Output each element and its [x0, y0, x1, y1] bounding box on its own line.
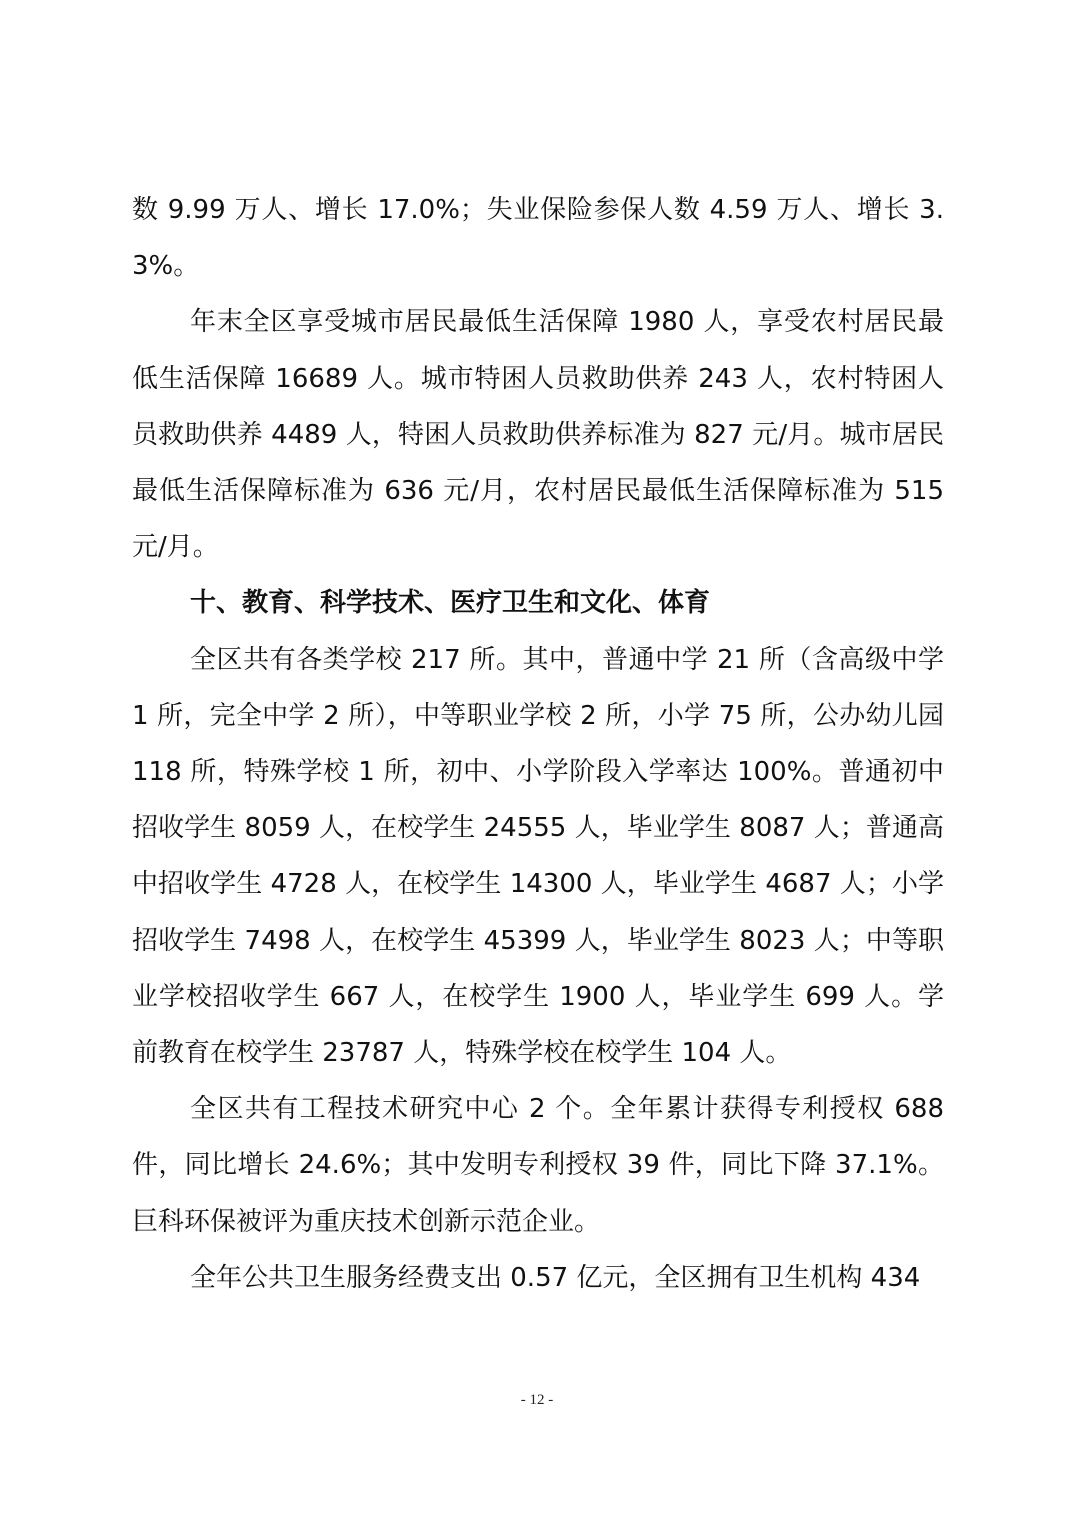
- page-number: - 12 -: [520, 1392, 554, 1408]
- paragraph-minimum-living-security: 年末全区享受城市居民最低生活保障 1980 人，享受农村居民最低生活保障 16689 人。城市特困人员救助供养 243 人，农村特困人员救助供养 4489 人，特困人员救助供养标准为 827 元/月。城市居民最低生活保障标准为 636 元/月，农村居民最低生活保障标准为 515 元/月。: [132, 307, 944, 563]
- section-heading-education-science: 十、教育、科学技术、医疗卫生和文化、体育: [190, 588, 711, 619]
- paragraph-patents: 全区共有工程技术研究中心 2 个。全年累计获得专利授权 688 件，同比增长 24.6%；其中发明专利授权 39 件，同比下降 37.1%。巨科环保被评为重庆技术创新示范企业。: [132, 1094, 944, 1237]
- paragraph-public-health: 全年公共卫生服务经费支出 0.57 亿元，全区拥有卫生机构 434: [190, 1262, 921, 1293]
- paragraph-schools: 全区共有各类学校 217 所。其中，普通中学 21 所（含高级中学 1 所，完全中学 2 所），中等职业学校 2 所，小学 75 所，公办幼儿园 118 所，特殊学校 1 所，初中、小学阶段入学率达 100%。普通初中招收学生 8059 人，在校学生 24555 人，毕业学生 8087 人；普通高中招收学生 4728 人，在校学生 14300 人，毕业学生 4687 人；小学招收学生 7498 人，在校学生 45399 人，毕业学生 8023 人；中等职业学校招收学生 667 人，在校学生 1900 人，毕业学生 699 人。学前教育在校学生 23787 人，特殊学校在校学生 104 人。: [132, 644, 944, 1069]
- paragraph-insurance-continued: 数 9.99 万人、增长 17.0%；失业保险参保人数 4.59 万人、增长 3.3%。: [132, 195, 944, 282]
- document-body: [132, 182, 944, 1306]
